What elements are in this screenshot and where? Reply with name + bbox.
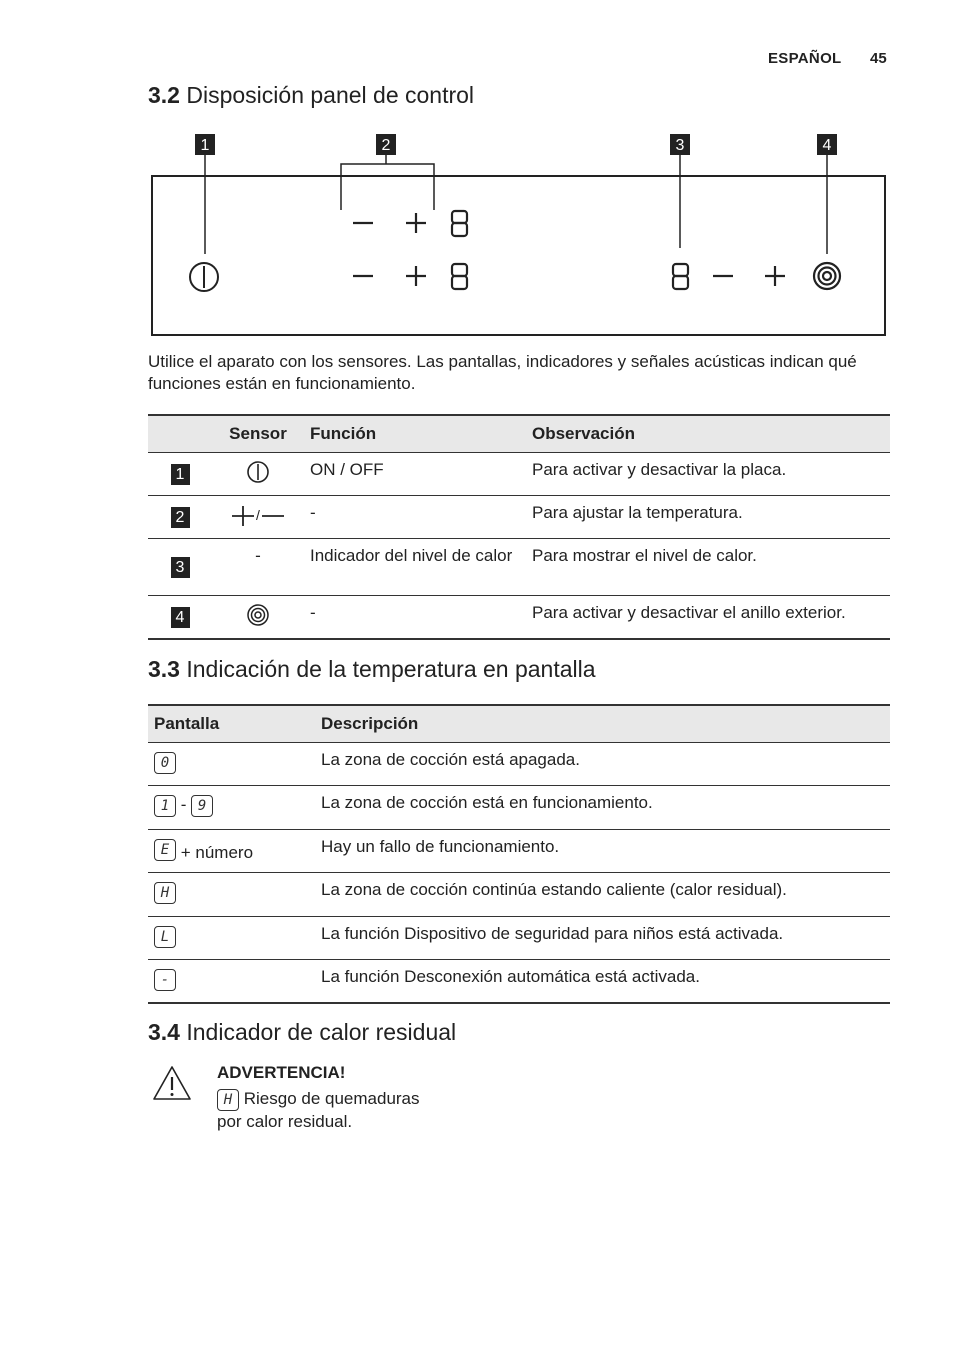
power-icon (190, 263, 218, 291)
table-row (148, 743, 890, 786)
section-3-3-title (148, 656, 596, 683)
note-cell: Para activar y desactivar el anillo exterior. (526, 596, 890, 639)
row-number-badge: 3 (171, 557, 190, 578)
description-cell: La zona de cocción continúa estando caliente (calor residual). (315, 873, 890, 917)
callout-4-label: 4 (822, 137, 832, 154)
power-icon (246, 460, 270, 484)
sensor-table (148, 414, 890, 640)
header-sensor: Sensor (212, 415, 304, 453)
table-row (148, 496, 890, 539)
display-symbol: 9 (191, 795, 213, 817)
header-function: Función (304, 415, 526, 453)
sensor-cell: - (212, 539, 304, 596)
table-row (148, 873, 890, 917)
control-panel-diagram (145, 128, 895, 343)
seven-segment-digit-icon (452, 211, 467, 236)
seven-segment-digit-icon (673, 264, 688, 289)
plus-icon (406, 266, 426, 286)
minus-icon (260, 505, 286, 527)
note-cell: Para activar y desactivar la placa. (526, 453, 890, 496)
warning-triangle-icon (151, 1064, 193, 1102)
table-row (148, 917, 890, 960)
plus-icon (406, 213, 426, 233)
description-cell: La función Dispositivo de seguridad para niños está activada. (315, 917, 890, 960)
table-header-row (148, 705, 890, 743)
row-number-badge: 4 (171, 607, 190, 628)
function-cell: - (304, 596, 526, 639)
warning-text (217, 1088, 517, 1133)
table-row (148, 960, 890, 1003)
callout-1-label: 1 (200, 137, 210, 154)
table-header-row (148, 415, 890, 453)
plus-icon (765, 266, 785, 286)
header-note: Observación (526, 415, 890, 453)
table-row (148, 830, 890, 873)
section-title-text: Disposición panel de control (186, 82, 475, 108)
display-suffix: + número (180, 843, 254, 862)
display-symbol: H (217, 1089, 239, 1111)
function-cell: ON / OFF (304, 453, 526, 496)
range-separator: - (180, 795, 187, 814)
warning-line-2: por calor residual. (217, 1111, 353, 1131)
section-3-4-title (148, 1019, 456, 1046)
outer-ring-icon (814, 263, 840, 289)
display-symbol: L (154, 926, 176, 948)
seven-segment-digit-icon (452, 264, 467, 289)
note-cell: Para mostrar el nivel de calor. (526, 539, 890, 596)
display-symbol: 0 (154, 752, 176, 774)
section-number: 3.4 (148, 1019, 180, 1045)
plus-icon (230, 505, 256, 527)
header-empty (148, 415, 212, 453)
description-cell: La zona de cocción está apagada. (315, 743, 890, 786)
callout-2-bracket (341, 164, 434, 210)
callout-2-label: 2 (381, 137, 391, 154)
display-symbol: E (154, 839, 176, 861)
row-number-badge: 1 (171, 464, 190, 485)
plus-minus-separator: / (256, 507, 260, 524)
header-description: Descripción (315, 705, 890, 743)
callout-3-label: 3 (675, 137, 685, 154)
display-symbol: - (154, 969, 176, 991)
function-cell: Indicador del nivel de calor (304, 539, 526, 596)
section-number: 3.2 (148, 82, 180, 108)
table-row (148, 786, 890, 830)
section-title-text: Indicador de calor residual (186, 1019, 457, 1045)
warning-line-1: Riesgo de quemaduras (243, 1089, 420, 1108)
display-symbol: H (154, 882, 176, 904)
table-row (148, 453, 890, 496)
panel-frame (152, 176, 885, 335)
page-number: 45 (870, 50, 887, 67)
warning-title: ADVERTENCIA! (217, 1063, 346, 1082)
display-table (148, 704, 890, 1004)
table-row (148, 596, 890, 639)
header-language: ESPAÑOL (768, 50, 842, 67)
intro-paragraph: Utilice el aparato con los sensores. Las pantallas, indicadores y señales acústicas indican qué funciones están en funcionamiento. (148, 352, 857, 393)
section-3-2-title (148, 82, 474, 109)
section-title-text: Indicación de la temperatura en pantalla (186, 656, 596, 682)
description-cell: La zona de cocción está en funcionamiento. (315, 786, 890, 830)
description-cell: La función Desconexión automática está activada. (315, 960, 890, 1003)
row-number-badge: 2 (171, 507, 190, 528)
table-row (148, 539, 890, 596)
display-symbol: 1 (154, 795, 176, 817)
note-cell: Para ajustar la temperatura. (526, 496, 890, 539)
function-cell: - (304, 496, 526, 539)
header-display: Pantalla (148, 705, 315, 743)
section-number: 3.3 (148, 656, 180, 682)
description-cell: Hay un fallo de funcionamiento. (315, 830, 890, 873)
outer-ring-icon (246, 603, 270, 627)
